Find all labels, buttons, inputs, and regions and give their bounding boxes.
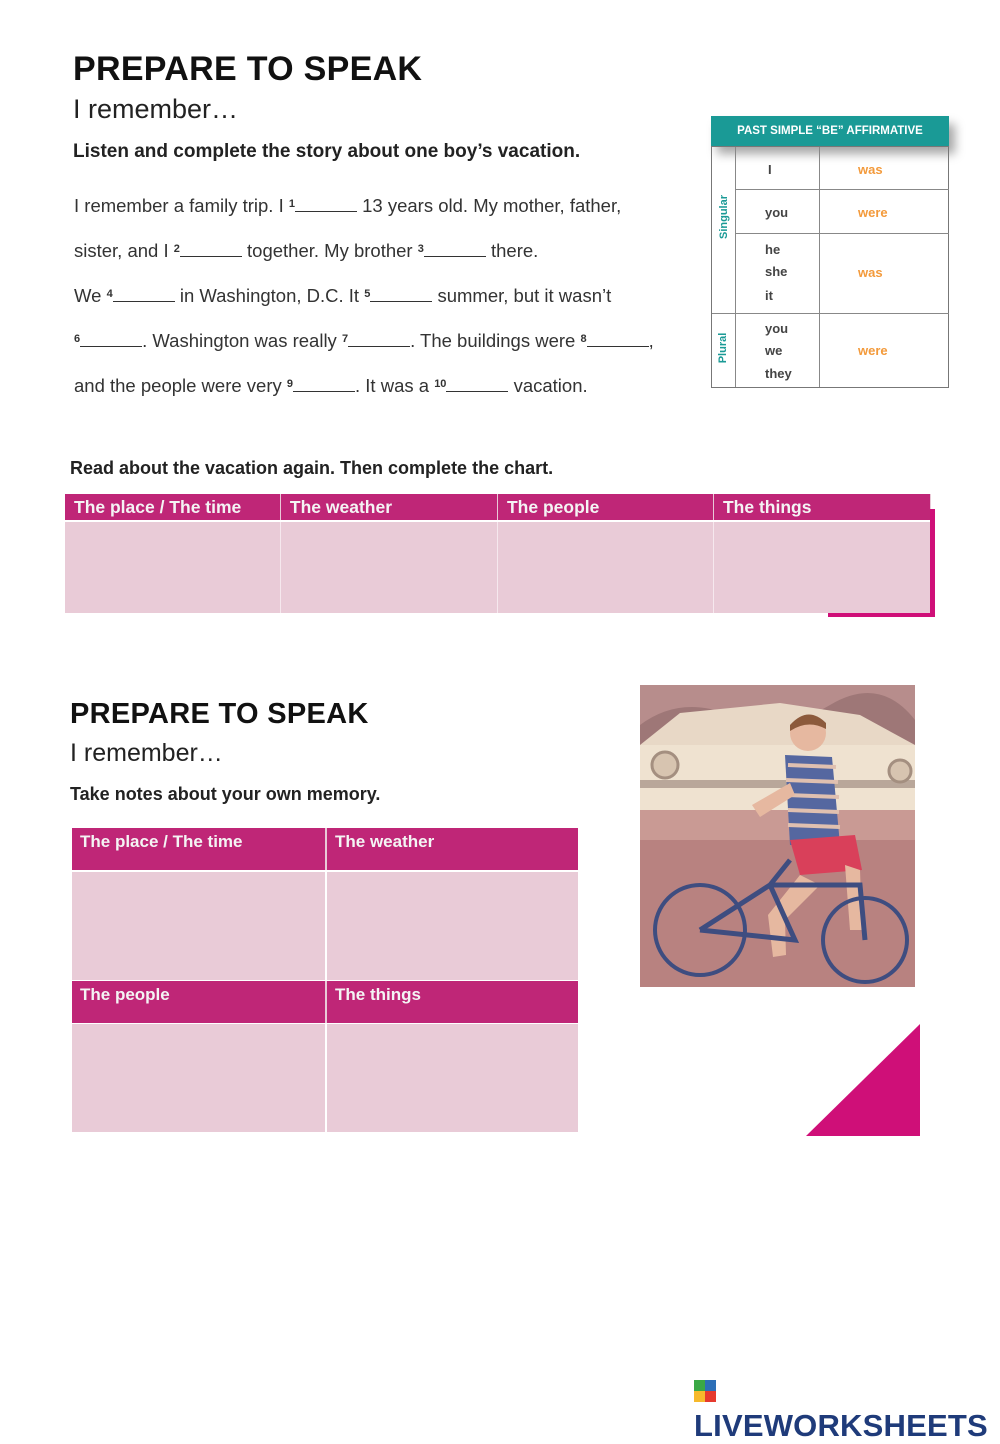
chart-cell-people[interactable] xyxy=(497,521,713,613)
memory-cell-things[interactable] xyxy=(327,1024,578,1132)
liveworksheets-logo xyxy=(694,1372,1000,1444)
grammar-box-header: PAST SIMPLE “BE” AFFIRMATIVE xyxy=(711,116,949,146)
memory-header-place: The place / The time xyxy=(72,828,325,870)
chart-header-weather: The weather xyxy=(280,494,497,521)
chart-cell-place[interactable] xyxy=(65,521,280,613)
story-text-segment: there. xyxy=(485,240,539,261)
logo-icon xyxy=(694,1380,716,1402)
story-text-segment: together. My brother xyxy=(241,240,418,261)
memory-cell-place[interactable] xyxy=(72,872,325,980)
story-text-segment: vacation. xyxy=(508,375,588,396)
pronoun-cell: they xyxy=(765,366,792,381)
story-text xyxy=(74,192,684,417)
page-title: PREPARE TO SPEAK xyxy=(73,50,423,88)
pronoun-cell: you xyxy=(765,321,789,336)
logo-text: LIVEWORKSHEETS xyxy=(694,1408,988,1443)
chart-cell-weather[interactable] xyxy=(280,521,497,613)
blank-number: 4 xyxy=(106,288,113,300)
blank-3[interactable] xyxy=(424,240,486,257)
memory-header-weather: The weather xyxy=(325,828,578,870)
chart-instruction: Read about the vacation again. Then complete the chart. xyxy=(70,458,554,478)
grammar-table xyxy=(711,146,949,388)
blank-9[interactable] xyxy=(293,375,355,392)
story-text-segment: 13 years old. My mother, father, xyxy=(356,195,622,216)
story-text-segment: . The buildings were xyxy=(410,330,581,351)
blank-2[interactable] xyxy=(180,240,242,257)
story-text-segment: . Washington was really xyxy=(142,330,342,351)
listen-instruction: Listen and complete the story about one boy’s vacation. xyxy=(73,141,581,162)
blank-8[interactable] xyxy=(587,330,649,347)
memory-cell-people[interactable] xyxy=(72,1024,325,1132)
story-text-segment: summer, but it wasn’t xyxy=(432,285,612,306)
chart-cell-things[interactable] xyxy=(713,521,930,613)
plural-label: Plural xyxy=(717,332,729,364)
pronoun-cell: he xyxy=(765,242,781,257)
story-text-segment: sister, and I xyxy=(74,240,174,261)
story-text-segment: . It was a xyxy=(355,375,435,396)
blank-number: 8 xyxy=(580,333,587,345)
section2-title: PREPARE TO SPEAK xyxy=(70,698,369,730)
verb-cell: were xyxy=(858,343,888,358)
blank-7[interactable] xyxy=(348,330,410,347)
verb-cell: were xyxy=(858,205,888,220)
verb-cell: was xyxy=(858,162,883,177)
blank-number: 1 xyxy=(288,198,295,210)
story-text-segment: I remember a family trip. I xyxy=(74,195,289,216)
blank-number: 9 xyxy=(286,378,294,390)
chart-header-people: The people xyxy=(497,494,713,521)
blank-number: 7 xyxy=(341,333,349,345)
blank-number: 3 xyxy=(417,243,424,255)
story-text-segment: We xyxy=(74,285,107,306)
memory-cell-weather[interactable] xyxy=(327,872,578,980)
chart-header-place: The place / The time xyxy=(65,494,280,521)
pronoun-cell: it xyxy=(765,288,773,303)
blank-1[interactable] xyxy=(295,195,357,212)
pronoun-cell: we xyxy=(765,343,783,358)
pronoun-cell: you xyxy=(765,205,789,220)
section2-subtitle: I remember… xyxy=(70,739,223,767)
singular-label: Singular xyxy=(718,195,730,240)
decorative-triangle xyxy=(806,1024,920,1136)
blank-5[interactable] xyxy=(370,285,432,302)
blank-6[interactable] xyxy=(80,330,142,347)
blank-4[interactable] xyxy=(113,285,175,302)
pronoun-cell: she xyxy=(765,264,788,279)
vacation-chart xyxy=(65,494,931,613)
pronoun-cell: I xyxy=(768,162,772,177)
boy-on-bicycle-photo xyxy=(640,685,915,987)
blank-number: 2 xyxy=(173,243,180,255)
grammar-box xyxy=(711,116,949,388)
chart-header-things: The things xyxy=(713,494,930,521)
chart-edge-accent xyxy=(930,509,935,617)
chart-edge-accent xyxy=(828,613,935,617)
memory-header-things: The things xyxy=(325,981,578,1023)
notes-instruction: Take notes about your own memory. xyxy=(70,784,381,804)
blank-10[interactable] xyxy=(446,375,508,392)
story-text-segment: and the people were very xyxy=(74,375,287,396)
memory-header-people: The people xyxy=(72,981,325,1023)
verb-cell: was xyxy=(858,265,883,280)
page-subtitle: I remember… xyxy=(73,94,239,124)
blank-number: 5 xyxy=(364,288,371,300)
story-text-segment: in Washington, D.C. It xyxy=(174,285,365,306)
blank-number: 6 xyxy=(74,333,81,345)
blank-number: 10 xyxy=(434,378,447,390)
story-text-segment: , xyxy=(648,330,654,351)
